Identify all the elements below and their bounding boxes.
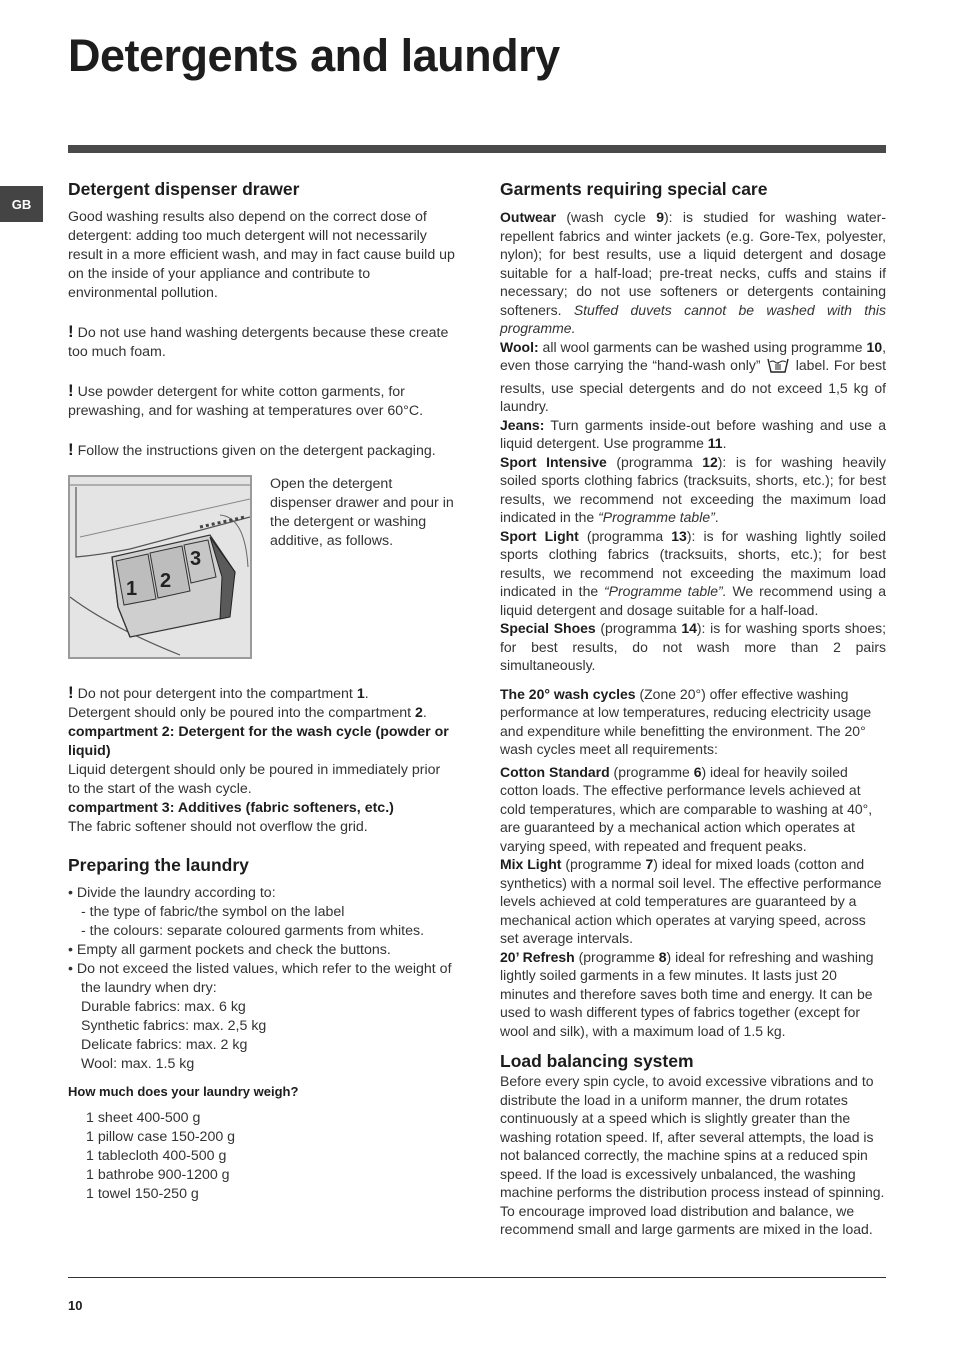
list-item: Synthetic fabrics: max. 2,5 kg bbox=[81, 1018, 267, 1034]
list-item: - the colours: separate coloured garments from whites. bbox=[81, 923, 425, 939]
preparing-heading: Preparing the laundry bbox=[68, 855, 249, 875]
list-item: 1 bathrobe 900-1200 g bbox=[86, 1167, 230, 1183]
warning-4-text-2: Detergent should only be poured into the compartment bbox=[68, 705, 416, 721]
special-care-heading: Garments requiring special care bbox=[500, 179, 768, 199]
compartment-3-text: The fabric softener should not overflow the grid. bbox=[68, 819, 368, 835]
warning-4: ! Do not pour detergent into the compartment 1. Detergent should only be poured into the compartment 2. bbox=[68, 683, 427, 721]
list-item: Delicate fabrics: max. 2 kg bbox=[81, 1037, 248, 1053]
load-balancing-text: Before every spin cycle, to avoid excessive vibrations and to distribute the load in a uniform manner, the drum rotates continuously at a speed which is slightly greater than the washing rotation speed. If, after several attempts, the load is not balanced correctly, the machine spins at a reduced spin speed. If the load is excessively unbalanced, the washing machine performs the distribution process instead of spinning. To encourage improved load distribution and balance, we recommend small and large garments are mixed in the load. bbox=[500, 1073, 885, 1237]
figure-caption: Open the detergent dispenser drawer and pour in the detergent or washing additive, as follows. bbox=[270, 476, 454, 549]
list-item: • Divide the laundry according to: bbox=[68, 885, 276, 901]
cycles-20-paragraph: The 20° wash cycles (Zone 20°) offer effective washing performance at low temperatures, reducing electricity usage and expenditure while benefitting the environment. The 20° wash cycles meet all requirements: bbox=[500, 685, 872, 757]
warning-1 bbox=[68, 322, 456, 362]
list-item: 1 sheet 400-500 g bbox=[86, 1110, 201, 1126]
list-item: • Empty all garment pockets and check the buttons. bbox=[68, 942, 391, 958]
jeans-label: Jeans: bbox=[500, 416, 545, 433]
warning-2 bbox=[68, 381, 456, 421]
list-item: Wool: max. 1.5 kg bbox=[81, 1056, 195, 1072]
warning-1-text: Do not use hand washing detergents because these create too much foam. bbox=[68, 325, 449, 360]
list-item: Durable fabrics: max. 6 kg bbox=[81, 999, 246, 1015]
compartment-3-heading: compartment 3: Additives (fabric softeners, etc.) bbox=[68, 800, 394, 816]
warning-3 bbox=[68, 440, 456, 461]
warning-mark: ! bbox=[68, 440, 74, 459]
weights-list bbox=[68, 1109, 456, 1204]
sport-intensive-paragraph: Sport Intensive (programma 12): is for washing heavily soiled sports clothing fabrics (tracksuits, shorts, etc.); for best results, we recommend not exceeding the maximum load indicated in the “Programme table”. bbox=[500, 453, 886, 525]
list-item: 1 pillow case 150-200 g bbox=[86, 1129, 236, 1145]
dispenser-heading: Detergent dispenser drawer bbox=[68, 179, 300, 199]
list-item: - the type of fabric/the symbol on the label bbox=[81, 904, 345, 920]
special-shoes-paragraph: Special Shoes (programma 14): is for washing sports shoes; for best results, do not wash more than 2 pairs simultaneously. bbox=[500, 620, 886, 673]
compartment-2-text: Liquid detergent should only be poured in immediately prior to the start of the wash cycle. bbox=[68, 762, 441, 797]
preparing-list bbox=[68, 884, 456, 1074]
list-item: 1 towel 150-250 g bbox=[86, 1186, 199, 1202]
cotton-standard-label: Cotton Standard bbox=[500, 763, 610, 780]
list-item: • Do not exceed the listed values, which refer to the weight of the laundry when dry: bbox=[68, 961, 452, 996]
header-rule bbox=[68, 145, 886, 153]
hand-wash-icon bbox=[767, 356, 789, 379]
warning-4-text: Do not pour detergent into the compartment bbox=[77, 686, 357, 702]
warning-mark: ! bbox=[68, 322, 74, 341]
wool-paragraph: Wool: all wool garments can be washed using programme 10, even those carrying the “hand-wash only” label. For best results, use special detergents and do not exceed 1,5 kg of laundry. bbox=[500, 338, 886, 414]
cotton-standard-paragraph: Cotton Standard (programme 6) ideal for heavily soiled cotton loads. The effective performance levels achieved at cold temperatures, which are comparable to washing at 40°, are guaranteed by a mechanical action which operates at varying speed, with repeated and frequent peaks. bbox=[500, 763, 873, 854]
page-number: 10 bbox=[68, 1298, 83, 1313]
sport-light-paragraph: Sport Light (programma 13): is for washing lightly soiled sports clothing fabrics (tracksuits, shorts, etc.); for best results, we recommend not exceeding the maximum load indicated in the “Programme table”. We recommend using a liquid detergent and dosage suitable for a half-load. bbox=[500, 527, 886, 618]
warning-3-text: Follow the instructions given on the detergent packaging. bbox=[77, 443, 436, 459]
cycles-20-label: The 20° wash cycles bbox=[500, 685, 636, 702]
outwear-label: Outwear bbox=[500, 209, 557, 225]
compartment-label-2: 2 bbox=[160, 570, 172, 592]
right-column bbox=[500, 178, 886, 1239]
special-shoes-label: Special Shoes bbox=[500, 620, 596, 636]
sport-intensive-label: Sport Intensive bbox=[500, 453, 607, 470]
dispenser-figure-row bbox=[68, 475, 456, 659]
wool-label: Wool: bbox=[500, 338, 539, 355]
sport-light-label: Sport Light bbox=[500, 527, 579, 544]
mix-light-label: Mix Light bbox=[500, 856, 562, 872]
left-column bbox=[68, 178, 456, 1204]
compartment-number: 1 bbox=[356, 686, 365, 702]
dispenser-drawer-illustration bbox=[68, 475, 252, 659]
list-item: 1 tablecloth 400-500 g bbox=[86, 1148, 227, 1164]
language-tab: GB bbox=[0, 186, 43, 222]
warning-mark: ! bbox=[68, 381, 74, 400]
refresh-paragraph: 20’ Refresh (programme 8) ideal for refreshing and washing lightly soiled garments in a few minutes. It lasts just 20 minutes and therefore saves both time and energy. It can be used to wash different types of fabrics together (except for wool and silk), with a maximum load of 1.5 kg. bbox=[500, 948, 874, 1039]
compartment-2-heading: compartment 2: Detergent for the wash cycle (powder or liquid) bbox=[68, 724, 449, 759]
refresh-label: 20’ Refresh bbox=[500, 948, 575, 965]
warning-mark: ! bbox=[68, 683, 74, 702]
weigh-question: How much does your laundry weigh? bbox=[68, 1084, 299, 1099]
mix-light-paragraph: Mix Light (programme 7) ideal for mixed loads (cotton and synthetics) with a normal soil level. The effective performance levels achieved at cold temperatures are guaranteed by a mechanical action which operates at varying speed, across set average intervals. bbox=[500, 856, 882, 946]
outwear-paragraph: Outwear (wash cycle 9): is studied for washing water-repellent fabrics and winter jackets (e.g. Gore-Tex, polyester, nylon); for best results, use a liquid detergent and dosage suitable for a half-load; pre-treat necks, cuffs and stains if necessary; do not use softeners or detergents containing softeners. Stuffed duvets cannot be washed with this programme. bbox=[500, 209, 886, 336]
jeans-paragraph: Jeans: Turn garments inside-out before washing and use a liquid detergent. Use programme 11. bbox=[500, 416, 886, 451]
compartment-label-3: 3 bbox=[190, 548, 202, 570]
footer-rule bbox=[68, 1277, 886, 1278]
warning-2-text: Use powder detergent for white cotton garments, for prewashing, and for washing at temperatures over 60°C. bbox=[68, 384, 424, 419]
page-title: Detergents and laundry bbox=[68, 30, 560, 81]
dispenser-intro: Good washing results also depend on the correct dose of detergent: adding too much detergent will not necessarily result in a more efficient wash, and may in fact cause build up on the inside of your appliance and contribute to environmental pollution. bbox=[68, 209, 455, 301]
compartment-label-1: 1 bbox=[126, 578, 138, 600]
load-balancing-heading: Load balancing system bbox=[500, 1051, 694, 1071]
compartment-number: 2 bbox=[415, 705, 423, 721]
